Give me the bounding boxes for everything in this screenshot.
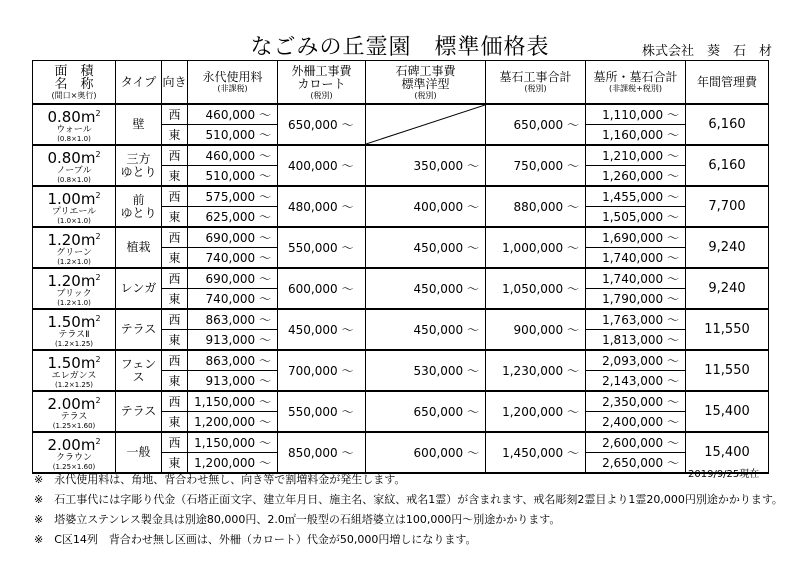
eidai-fee: 510,000 ～ <box>188 166 278 187</box>
annual-fee: 9,240 <box>686 227 769 268</box>
direction: 東 <box>162 330 188 351</box>
grand-total: 1,110,000 ～ <box>586 104 686 125</box>
fence-cost: 850,000 ～ <box>278 432 366 473</box>
plot-type: フェンス <box>116 350 162 391</box>
eidai-fee: 913,000 ～ <box>188 330 278 351</box>
eidai-fee: 690,000 ～ <box>188 227 278 248</box>
grand-total: 1,813,000 ～ <box>586 330 686 351</box>
stone-cost <box>366 104 486 145</box>
table-row <box>33 227 769 248</box>
table-row <box>33 145 769 166</box>
header-size: 面 積 名 称 (間口×奥行) <box>33 61 116 105</box>
eidai-fee: 1,200,000 ～ <box>188 453 278 474</box>
eidai-fee: 625,000 ～ <box>188 207 278 228</box>
eidai-fee: 1,150,000 ～ <box>188 391 278 412</box>
annual-fee: 6,160 <box>686 104 769 145</box>
stone-cost: 600,000 ～ <box>366 432 486 473</box>
grand-total: 2,350,000 ～ <box>586 391 686 412</box>
direction: 西 <box>162 432 188 453</box>
note-item: ※ 石工事代には字彫り代金（石塔正面文字、建立年月日、施主名、家紋、戒名1霊）が含まれます、戒名彫刻2霊目より1霊20,000円別途かかります。 <box>34 493 783 506</box>
direction: 東 <box>162 453 188 474</box>
plot-size-cell: $1.50m^2$ テラスⅡ (1.2×1.25) <box>33 309 116 350</box>
note-item: ※ C区14列 背合わせ無し区画は、外柵（カロート）代金が50,000円増しになります。 <box>34 533 477 546</box>
grand-total: 1,210,000 ～ <box>586 145 686 166</box>
direction: 西 <box>162 309 188 330</box>
annual-fee: 11,550 <box>686 309 769 350</box>
annual-fee: 9,240 <box>686 268 769 309</box>
grand-total: 1,740,000 ～ <box>586 248 686 269</box>
grand-total: 1,505,000 ～ <box>586 207 686 228</box>
grand-total: 2,650,000 ～ <box>586 453 686 474</box>
direction: 西 <box>162 350 188 371</box>
note-item: ※ 永代使用料は、角地、背合わせ無し、向き等で割増料金が発生します。 <box>34 473 406 486</box>
grand-total: 1,763,000 ～ <box>586 309 686 330</box>
table-row <box>33 104 769 125</box>
stone-total: 650,000 ～ <box>486 104 586 145</box>
stone-total: 750,000 ～ <box>486 145 586 186</box>
direction: 西 <box>162 145 188 166</box>
direction: 東 <box>162 207 188 228</box>
fence-cost: 700,000 ～ <box>278 350 366 391</box>
table-row <box>33 391 769 412</box>
grand-total: 1,740,000 ～ <box>586 268 686 289</box>
direction: 東 <box>162 371 188 392</box>
table-row <box>33 186 769 207</box>
annual-fee: 7,700 <box>686 186 769 227</box>
table-row <box>33 350 769 371</box>
grand-total: 2,143,000 ～ <box>586 371 686 392</box>
plot-size-cell: $1.00m^2$ プリエール (1.0×1.0) <box>33 186 116 227</box>
plot-type: テラス <box>116 309 162 350</box>
grand-total: 1,690,000 ～ <box>586 227 686 248</box>
fence-cost: 550,000 ～ <box>278 227 366 268</box>
table-row <box>33 268 769 289</box>
company-name: 株式会社 葵 石 材 <box>642 44 773 59</box>
stone-cost: 650,000 ～ <box>366 391 486 432</box>
direction: 西 <box>162 227 188 248</box>
eidai-fee: 1,200,000 ～ <box>188 412 278 433</box>
direction: 西 <box>162 104 188 125</box>
stone-cost: 450,000 ～ <box>366 309 486 350</box>
grand-total: 2,600,000 ～ <box>586 432 686 453</box>
header-direction: 向き <box>162 61 188 105</box>
stone-cost: 450,000 ～ <box>366 268 486 309</box>
stone-total: 880,000 ～ <box>486 186 586 227</box>
stone-cost: 450,000 ～ <box>366 227 486 268</box>
plot-size-cell: $0.80m^2$ ウォール (0.8×1.0) <box>33 104 116 145</box>
plot-type: 壁 <box>116 104 162 145</box>
header-total: 墓石工事合計 (税別) <box>486 61 586 105</box>
fence-cost: 400,000 ～ <box>278 145 366 186</box>
eidai-fee: 690,000 ～ <box>188 268 278 289</box>
direction: 東 <box>162 289 188 310</box>
fence-cost: 600,000 ～ <box>278 268 366 309</box>
header-eidai: 永代使用料 (非課税) <box>188 61 278 105</box>
grand-total: 1,160,000 ～ <box>586 125 686 146</box>
direction: 西 <box>162 391 188 412</box>
plot-type: 前 ゆとり <box>116 186 162 227</box>
annual-fee: 15,400 <box>686 432 769 473</box>
plot-type: 三方 ゆとり <box>116 145 162 186</box>
fence-cost: 480,000 ～ <box>278 186 366 227</box>
plot-type: 一般 <box>116 432 162 473</box>
price-table <box>32 60 769 474</box>
note-item: ※ 塔婆立ステンレス製金具は別途80,000円、2.0㎡一般型の石組塔婆立は100,000円～別途かかります。 <box>34 513 561 526</box>
plot-size-cell: $1.20m^2$ グリーン (1.2×1.0) <box>33 227 116 268</box>
eidai-fee: 740,000 ～ <box>188 248 278 269</box>
plot-size-cell: $2.00m^2$ クラウン (1.25×1.60) <box>33 432 116 473</box>
eidai-fee: 863,000 ～ <box>188 350 278 371</box>
header-row <box>33 61 769 105</box>
fence-cost: 650,000 ～ <box>278 104 366 145</box>
plot-type: レンガ <box>116 268 162 309</box>
eidai-fee: 510,000 ～ <box>188 125 278 146</box>
direction: 西 <box>162 268 188 289</box>
grand-total: 1,455,000 ～ <box>586 186 686 207</box>
eidai-fee: 740,000 ～ <box>188 289 278 310</box>
plot-size-cell: $1.20m^2$ ブリック (1.2×1.0) <box>33 268 116 309</box>
plot-size-cell: $2.00m^2$ テラス (1.25×1.60) <box>33 391 116 432</box>
grand-total: 1,790,000 ～ <box>586 289 686 310</box>
annual-fee: 11,550 <box>686 350 769 391</box>
header-type: タイプ <box>116 61 162 105</box>
fence-cost: 450,000 ～ <box>278 309 366 350</box>
stone-total: 1,050,000 ～ <box>486 268 586 309</box>
eidai-fee: 1,150,000 ～ <box>188 432 278 453</box>
not-applicable-slash <box>366 105 485 144</box>
direction: 東 <box>162 166 188 187</box>
grand-total: 2,400,000 ～ <box>586 412 686 433</box>
eidai-fee: 460,000 ～ <box>188 145 278 166</box>
header-fence: 外柵工事費 カロート (税別) <box>278 61 366 105</box>
plot-type: 植栽 <box>116 227 162 268</box>
stone-cost: 530,000 ～ <box>366 350 486 391</box>
stone-total: 900,000 ～ <box>486 309 586 350</box>
header-stone: 石碑工事費 標準洋型 (税別) <box>366 61 486 105</box>
annual-fee: 6,160 <box>686 145 769 186</box>
grand-total: 2,093,000 ～ <box>586 350 686 371</box>
page-title: なごみの丘霊園 標準価格表 <box>250 35 550 60</box>
plot-size-cell: $0.80m^2$ ノーブル (0.8×1.0) <box>33 145 116 186</box>
eidai-fee: 575,000 ～ <box>188 186 278 207</box>
header-grand: 墓所・墓石合計 (非課税+税別) <box>586 61 686 105</box>
stone-total: 1,000,000 ～ <box>486 227 586 268</box>
plot-size-cell: $1.50m^2$ エレガンス (1.2×1.25) <box>33 350 116 391</box>
eidai-fee: 460,000 ～ <box>188 104 278 125</box>
fence-cost: 550,000 ～ <box>278 391 366 432</box>
stone-cost: 400,000 ～ <box>366 186 486 227</box>
grand-total: 1,260,000 ～ <box>586 166 686 187</box>
stone-total: 1,200,000 ～ <box>486 391 586 432</box>
stone-total: 1,230,000 ～ <box>486 350 586 391</box>
table-row <box>33 309 769 330</box>
stone-total: 1,450,000 ～ <box>486 432 586 473</box>
direction: 東 <box>162 248 188 269</box>
direction: 東 <box>162 125 188 146</box>
date-stamp: 2019/9/25現在 <box>688 469 760 480</box>
table-row <box>33 432 769 453</box>
plot-type: テラス <box>116 391 162 432</box>
eidai-fee: 863,000 ～ <box>188 309 278 330</box>
stone-cost: 350,000 ～ <box>366 145 486 186</box>
annual-fee: 15,400 <box>686 391 769 432</box>
direction: 西 <box>162 186 188 207</box>
notes <box>34 470 783 550</box>
eidai-fee: 913,000 ～ <box>188 371 278 392</box>
header-annual: 年間管理費 <box>686 61 769 105</box>
direction: 東 <box>162 412 188 433</box>
